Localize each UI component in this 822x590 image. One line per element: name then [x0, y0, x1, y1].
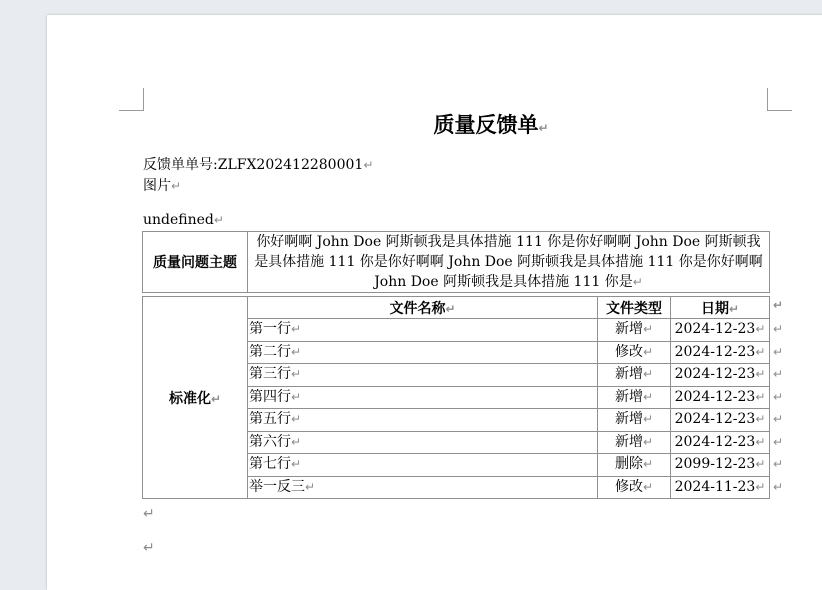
date-cell[interactable]: [671, 476, 783, 499]
paragraph-mark: ↵: [755, 412, 766, 427]
picture-line[interactable]: [143, 177, 181, 195]
standardization-label-cell[interactable]: [143, 297, 248, 499]
file-type: 新增: [614, 388, 643, 405]
file-type: 删除: [614, 456, 643, 473]
file-type-cell[interactable]: [598, 454, 671, 477]
paragraph-mark: ↵: [213, 213, 224, 227]
file-type-cell[interactable]: [598, 341, 671, 364]
date-cell[interactable]: [671, 431, 783, 454]
undefined-text: undefined: [143, 212, 214, 228]
file-name-cell[interactable]: [248, 431, 598, 454]
date-value: 2024-12-23: [674, 343, 756, 360]
paragraph-mark: ↵: [291, 344, 302, 359]
row-end-mark: ↵: [772, 367, 783, 382]
paragraph-mark: ↵: [755, 367, 766, 382]
file-type-cell[interactable]: [598, 364, 671, 387]
paragraph-mark: ↵: [642, 322, 654, 337]
file-name: 第四行: [249, 388, 291, 405]
date-cell[interactable]: [671, 341, 783, 364]
paragraph-mark: ↵: [642, 457, 654, 472]
standardization-table: [142, 296, 783, 499]
file-name-cell[interactable]: [248, 454, 598, 477]
date-cell[interactable]: [671, 319, 783, 342]
paragraph-mark: ↵: [642, 367, 654, 382]
paragraph-mark: ↵: [755, 457, 766, 472]
paragraph-mark: ↵: [291, 367, 302, 382]
empty-paragraph[interactable]: ↵: [143, 506, 155, 522]
paragraph-mark: ↵: [538, 121, 549, 135]
file-type-cell[interactable]: [598, 431, 671, 454]
paragraph-mark: ↵: [642, 479, 654, 494]
date-cell[interactable]: [671, 409, 783, 432]
row-end-mark: ↵: [772, 297, 783, 312]
feedback-number-label: 反馈单单号:: [143, 157, 218, 173]
file-type: 新增: [614, 321, 643, 338]
topic-label-cell[interactable]: [143, 232, 248, 293]
paragraph-mark: ↵: [642, 412, 654, 427]
standardization-label: 标准化: [168, 390, 211, 407]
row-end-mark: ↵: [772, 344, 783, 359]
topic-table: [142, 231, 770, 293]
row-end-mark: ↵: [772, 457, 783, 472]
date-value: 2024-12-23: [674, 433, 756, 450]
header-file-type[interactable]: [598, 297, 671, 319]
crop-mark-top-right: [767, 88, 792, 111]
file-type: 新增: [614, 366, 643, 383]
paragraph-mark: ↵: [642, 344, 654, 359]
file-type-cell[interactable]: [598, 386, 671, 409]
paragraph-mark: ↵: [171, 179, 182, 193]
file-name-cell[interactable]: [248, 476, 598, 499]
file-name-cell[interactable]: [248, 364, 598, 387]
paragraph-mark: ↵: [728, 301, 740, 316]
picture-label: 图片: [143, 178, 171, 194]
file-name: 第五行: [249, 411, 291, 428]
paragraph-mark: ↵: [291, 322, 302, 337]
date-value: 2024-12-23: [674, 411, 756, 428]
header-date-text: 日期: [700, 300, 729, 317]
paragraph-mark: ↵: [305, 479, 316, 494]
row-end-mark: ↵: [772, 389, 783, 404]
row-end-mark: ↵: [772, 434, 783, 449]
paragraph-mark: ↵: [755, 434, 766, 449]
topic-content-cell[interactable]: [248, 232, 770, 293]
file-type: 修改: [614, 343, 643, 360]
header-file-type-text: 文件类型: [606, 300, 662, 317]
header-file-name-text: 文件名称: [389, 300, 446, 317]
header-file-name[interactable]: [248, 297, 598, 319]
undefined-line[interactable]: [143, 211, 224, 229]
date-cell[interactable]: [671, 454, 783, 477]
file-type-cell[interactable]: [598, 409, 671, 432]
paragraph-mark: ↵: [642, 389, 654, 404]
title-text: 质量反馈单: [433, 112, 539, 137]
paragraph-mark: ↵: [363, 158, 374, 172]
paragraph-mark: ↵: [291, 412, 302, 427]
paragraph-mark: ↵: [755, 344, 766, 359]
file-type-cell[interactable]: [598, 319, 671, 342]
date-value: 2024-12-23: [674, 366, 756, 383]
file-name: 第一行: [249, 321, 291, 338]
file-name: 第二行: [249, 343, 291, 360]
file-type: 修改: [614, 478, 643, 495]
paragraph-mark: ↵: [210, 391, 222, 406]
paragraph-mark: ↵: [291, 389, 302, 404]
paragraph-mark: ↵: [291, 457, 302, 472]
paragraph-mark: ↵: [291, 434, 302, 449]
date-cell[interactable]: [671, 364, 783, 387]
file-type: 新增: [614, 433, 643, 450]
file-name-cell[interactable]: [248, 409, 598, 432]
paragraph-mark: ↵: [755, 322, 766, 337]
paragraph-mark: ↵: [642, 434, 654, 449]
topic-content: 你好啊啊 John Doe 阿斯顿我是具体措施 111 你是你好啊啊 John Doe 阿斯顿我是具体措施 111 你是你好啊啊 John Doe 阿斯顿我是具体措施 111 你是你好啊啊 John Doe 阿斯顿我是具体措施 111 你是: [254, 234, 763, 290]
document-title[interactable]: [143, 110, 822, 143]
feedback-number-line[interactable]: [143, 156, 373, 174]
header-date[interactable]: [671, 297, 783, 319]
date-value: 2024-12-23: [674, 388, 756, 405]
feedback-number-value: ZLFX202412280001: [217, 157, 364, 173]
row-end-mark: ↵: [772, 479, 783, 494]
date-value: 2024-12-23: [674, 321, 756, 338]
file-name: 第七行: [249, 456, 291, 473]
file-name-cell[interactable]: [248, 319, 598, 342]
file-name: 第六行: [249, 433, 291, 450]
paragraph-mark: ↵: [755, 479, 766, 494]
document-page: [47, 15, 822, 590]
paragraph-mark: ↵: [632, 275, 643, 289]
paragraph-mark: ↵: [445, 301, 456, 316]
file-name-cell[interactable]: [248, 386, 598, 409]
row-end-mark: ↵: [772, 322, 783, 337]
file-name: 第三行: [249, 366, 291, 383]
paragraph-mark: ↵: [755, 389, 766, 404]
file-type-cell[interactable]: [598, 476, 671, 499]
row-end-mark: ↵: [772, 412, 783, 427]
crop-mark-top-left: [119, 88, 144, 111]
file-name-cell[interactable]: [248, 341, 598, 364]
date-value: 2024-11-23: [674, 478, 756, 495]
file-type: 新增: [614, 411, 643, 428]
empty-paragraph[interactable]: ↵: [143, 540, 155, 556]
date-cell[interactable]: [671, 386, 783, 409]
date-value: 2099-12-23: [674, 456, 756, 473]
topic-label: 质量问题主题: [153, 255, 237, 271]
file-name: 举一反三: [249, 478, 305, 495]
